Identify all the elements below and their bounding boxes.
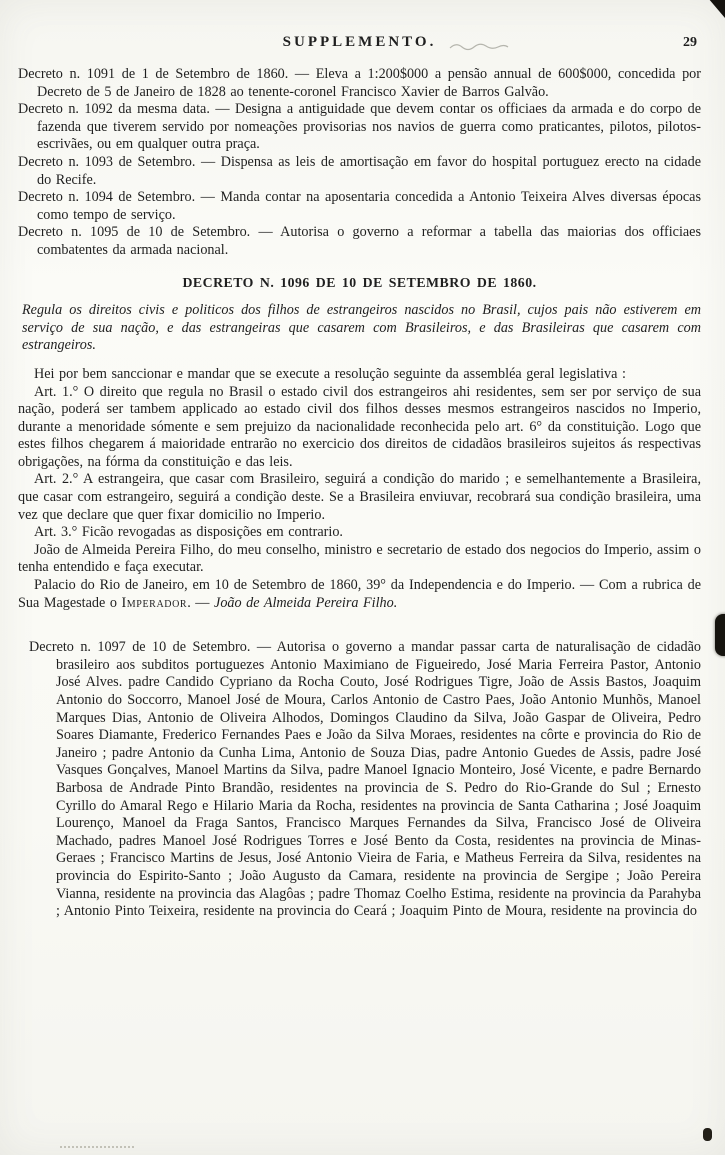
- closing-clause: [18, 577, 701, 612]
- decree-1097-text: Decreto n. 1097 de 10 de Setembro. — Autorisa o governo a mandar passar carta de naturalisação de cidadão brasileiro aos subditos portuguezes Antonio Maximiano de Figueiredo, José Maria Ferreira Pastor, Antonio José Alves. padre Candido Cypriano da Rocha Couto, José Rodrigues Tigre, João de Assis Bastos, Joaquim Antonio do Soccorro, Manoel José de Moura, Carlos Antonio de Castro Paes, João Antonio Munhõs, Manoel Marques Dias, Antonio de Oliveira Alhodos, Domingos Claudino da Silva, João Gaspar de Oliveira, Pedro Soares Diamante, Frederico Fernandes Paes e João da Silva Moraes, residentes na côrte e provincia do Rio de Janeiro ; padre Antonio da Cunha Lima, Antonio de Souza Dias, padre Antonio Guedes de Assis, padre José Vasques Gonçalves, Manoel Martins da Silva, padre Manoel Ignacio Monteiro, José Vicente, e padre Bernardo Barbosa de Andrade Pinto Brandão, residentes na provincia de S. Pedro do Rio-Grande do Sul ; Ernesto Cyrillo do Amaral Rego e Hilario Maria da Rocha, residentes na provincia de Santa Catharina ; José Joaquim Lourenço, Manoel da Fraga Santos, Francisco Marques Fernandes da Silva, Francisco José de Oliveira Machado, padres Manoel José Rodrigues Torres e José Bento da Costa, residentes na provincia de Minas-Geraes ; Francisco Martins de Jesus, José Antonio Vieira de Faria, e Matheus Ferreira da Silva, residentes na provincia do Espirito-Santo ; João Augusto da Camara, residente na provincia de Sergipe ; João Pereira Vianna, residente na provincia das Alagôas ; padre Thomaz Coelho Estima, residente na provincia da Parahyba ; Antonio Pinto Teixeira, residente na provincia do Ceará ; Joaquim Pinto de Moura, residente na provincia do: [29, 639, 701, 920]
- decree-summary-list: [18, 66, 701, 260]
- closing-text: Palacio do Rio de Janeiro, em 10 de Setembro de 1860, 39° da Independencia e do Imperio. — Com a rubrica de Sua Magestade o: [18, 577, 701, 611]
- scan-artifact-right-edge: [715, 614, 725, 656]
- enacting-clause: Hei por bem sanccionar e mandar que se execute a resolução seguinte da assembléa geral legislativa :: [34, 365, 626, 382]
- article-1: Art. 1.° O direito que regula no Brasil o estado civil dos estrangeiros ahi residentes, sem ser por serviço de sua nação, poderá ser tambem applicado ao estado civil dos filhos desses mesmos estrangeiros nascidos no Imperio, durante a menoridade sómente e sem prejuizo da nacionalidade reconhecida pelo art. 6° da constituição. Logo que estes filhos chegarem á maioridade entrarão no exercicio dos direitos de cidadãos brasileiros sujeitos ás respectivas obrigações, na fórma da constituição e das leis.: [18, 383, 701, 470]
- decree-1096-heading: DECRETO N. 1096 DE 10 DE SETEMBRO DE 1860.: [182, 274, 537, 290]
- page-title: SUPPLEMENTO.: [282, 34, 437, 50]
- decree-summary-item-1093: Decreto n. 1093 de Setembro. — Dispensa as leis de amortisação em favor do hospital portuguez erecto na cidade do Recife.: [18, 153, 701, 188]
- decree-summary-item-1095: Decreto n. 1095 de 10 de Setembro. — Autorisa o governo a reformar a tabella das maiorias dos officiaes combatentes da armada nacional.: [18, 224, 701, 258]
- scan-artifact-bottom-dots: [60, 1146, 134, 1148]
- closing-signature: João de Almeida Pereira Filho.: [214, 594, 398, 611]
- closing-separator: . —: [187, 594, 215, 611]
- decree-summary-item-1092: Decreto n. 1092 da mesma data. — Designa a antiguidade que devem contar os officiaes da armada e do corpo de fazenda que tiverem servido por nomeações provisorias nos navios de guerra como praticantes, pilotos, pilotos-escrivães, ou em qualquer outra praça.: [18, 101, 701, 153]
- article-2: Art. 2.° A estrangeira, que casar com Brasileiro, seguirá a condição do marido ; e semelhantemente a Brasileira, que casar com estrangeiro, seguirá a condição deste. Se a Brasileira enviuvar, recobrará sua condição brasileira, uma vez que declare que quer fixar domicilio no Imperio.: [18, 471, 701, 523]
- page-number: 29: [683, 35, 697, 50]
- minister-clause: João de Almeida Pereira Filho, do meu conselho, ministro e secretario de estado dos negocios do Imperio, assim o tenha entendido e faça executar.: [18, 541, 701, 576]
- imperador-smallcaps: Imperador: [121, 594, 188, 611]
- page-header: [18, 34, 701, 54]
- scan-artifact-bottom-right: [703, 1128, 712, 1141]
- article-3: Art. 3.° Ficão revogadas as disposições em contrario.: [34, 524, 343, 541]
- decree-summary-item-1091: Decreto n. 1091 de 1 de Setembro de 1860. — Eleva a 1:200$000 a pensão annual de 600$000, concedida por Decreto de 5 de Janeiro de 1828 ao tenente-coronel Francisco Xavier de Barros Galvão.: [18, 66, 701, 100]
- decree-1096-summary: Regula os direitos civis e politicos dos filhos de estrangeiros nascidos no Brasil, cujos pais não estiverem em serviço de sua nação, e das estrangeiras que casarem com Brasileiros, e das Brasileiras que casarem com estrangeiros.: [22, 302, 701, 354]
- scan-squiggle-artifact: [448, 42, 512, 52]
- decree-summary-item-1094: Decreto n. 1094 de Setembro. — Manda contar na aposentaria concedida a Antonio Teixeira Alves diversas épocas como tempo de serviço.: [18, 189, 701, 223]
- scan-artifact-corner: [708, 0, 725, 18]
